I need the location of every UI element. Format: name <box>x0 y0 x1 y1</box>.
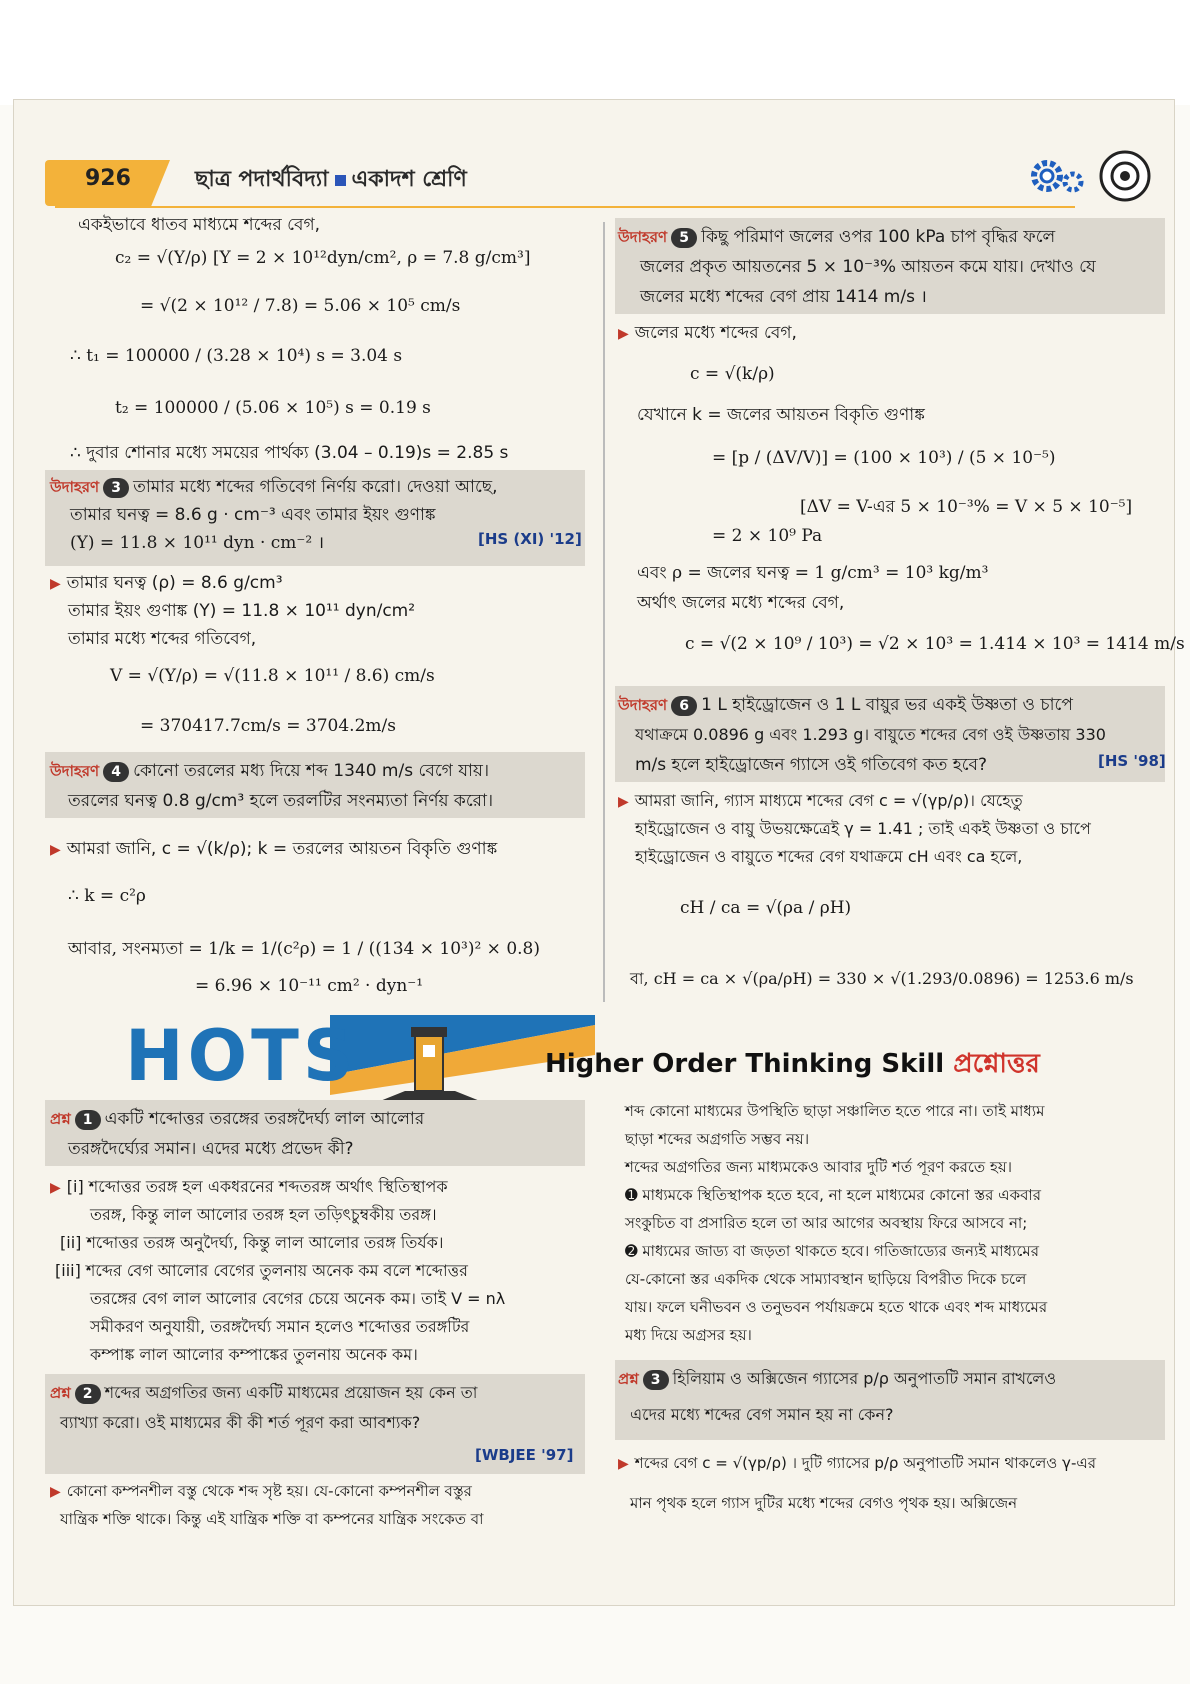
question-1-header <box>50 1106 424 1134</box>
example-5-answer-2: c = √(k/ρ) <box>690 364 775 384</box>
question-1-number: 1 <box>75 1110 101 1130</box>
example-5-q1: কিছু পরিমাণ জলের ওপর 100 kPa চাপ বৃদ্ধির ফলে <box>701 227 1056 247</box>
question-2-tag: প্রশ্ন <box>50 1384 71 1402</box>
example-6-number: 6 <box>671 696 697 716</box>
q2-cont-line-9: মধ্য দিয়ে অগ্রসর হয়। <box>625 1326 752 1344</box>
example-4-answer-1 <box>50 836 497 864</box>
q2-cont-line-2: ছাড়া শব্দের অগ্রগতি সম্ভব নয়। <box>625 1130 810 1148</box>
book-title-text: ছাত্র পদার্থবিদ্যা <box>195 167 329 192</box>
q2-cont-line-8: যায়। ফলে ঘনীভবন ও তনুভবন পর্যায়ক্রমে হতে থাকে এবং শব্দ মাধ্যমের <box>625 1298 1048 1316</box>
example-3-a1-text: তামার ঘনত্ব (ρ) = 8.6 g/cm³ <box>66 573 283 593</box>
question-2-answer-1 <box>50 1480 472 1505</box>
answer-arrow-icon: ▶ <box>50 1484 61 1500</box>
question-2-ref: [WBJEE '97] <box>475 1446 574 1464</box>
example-3-q3: (Y) = 11.8 × 10¹¹ dyn · cm⁻² । <box>70 533 325 553</box>
question-1-answer-5: তরঙ্গের বেগ লাল আলোর বেগের চেয়ে অনেক কম। তাই V = nλ <box>90 1289 506 1308</box>
time-difference: ∴ দুবার শোনার মধ্যে সময়ের পার্থক্য (3.04 – 0.19)s = 2.85 s <box>70 443 509 463</box>
question-1-line2: তরঙ্গদৈর্ঘ্যের সমান। এদের মধ্যে প্রভেদ কী? <box>68 1139 354 1159</box>
question-1-answer-1 <box>50 1174 448 1201</box>
answer-arrow-icon: ▶ <box>50 842 61 858</box>
question-2-a1-text: কোনো কম্পনশীল বস্তু থেকে শব্দ সৃষ্ট হয়। যে-কোনো কম্পনশীল বস্তুর <box>66 1482 472 1500</box>
q2-cont-line-4: ➊ মাধ্যমকে স্থিতিস্থাপক হতে হবে, না হলে মাধ্যমের কোনো স্তর একবার <box>625 1186 1042 1204</box>
question-2-line2: ব্যাখ্যা করো। ওই মাধ্যমের কী কী শর্ত পূরণ করা আবশ্যক? <box>60 1413 421 1432</box>
question-1-answer-7: কম্পাঙ্ক লাল আলোর কম্পাঙ্কের তুলনায় অনেক কম। <box>90 1345 418 1364</box>
answer-arrow-icon: ▶ <box>50 1180 61 1196</box>
example-6-tag: উদাহরণ <box>618 696 668 714</box>
question-3-a1-text: শব্দের বেগ c = √(γp/ρ) । দুটি গ্যাসের p/ρ অনুপাতটি সমান থাকলেও γ-এর <box>634 1454 1097 1472</box>
question-3-line1: হিলিয়াম ও অক্সিজেন গ্যাসের p/ρ অনুপাতটি সমান রাখলেও <box>672 1369 1057 1388</box>
example-4-answer-4: = 6.96 × 10⁻¹¹ cm² · dyn⁻¹ <box>195 976 424 996</box>
answer-arrow-icon: ▶ <box>618 1456 629 1472</box>
example-6-answer-3: হাইড্রোজেন ও বায়ুতে শব্দের বেগ যথাক্রমে cH এবং ca হলে, <box>635 847 1023 866</box>
example-5-answer-3: যেখানে k = জলের আয়তন বিকৃতি গুণাঙ্ক <box>637 405 925 425</box>
question-1-answer-2: তরঙ্গ, কিন্তু লাল আলোর তরঙ্গ হল তড়িৎচুম্বকীয় তরঙ্গ। <box>90 1205 437 1224</box>
example-5-q3: জলের মধ্যে শব্দের বেগ প্রায় 1414 m/s । <box>640 287 927 307</box>
example-5-a1-text: জলের মধ্যে শব্দের বেগ, <box>634 323 797 343</box>
question-2-header <box>50 1380 477 1407</box>
q2-cont-line-3: শব্দের অগ্রগতির জন্য মাধ্যমকেও আবার দুটি শর্ত পূরণ করতে হয়। <box>625 1158 1013 1176</box>
example-5-answer-4: = [p / (ΔV/V)] = (100 × 10³) / (5 × 10⁻⁵) <box>712 448 1056 468</box>
answer-arrow-icon: ▶ <box>618 794 629 810</box>
answer-arrow-icon: ▶ <box>618 326 629 342</box>
example-4-header <box>50 758 489 786</box>
example-3-answer-5: = 370417.7cm/s = 3704.2m/s <box>140 716 396 736</box>
hots-subtitle-en: Higher Order Thinking Skill <box>545 1049 945 1079</box>
example-5-answer-6: = 2 × 10⁹ Pa <box>712 526 823 546</box>
page-number: 926 <box>85 166 131 191</box>
q2-cont-line-6: ➋ মাধ্যমের জাড্য বা জড়তা থাকতে হবে। গতিজাড্যের জন্যই মাধ্যমের <box>625 1242 1039 1260</box>
example-3-number: 3 <box>103 478 129 498</box>
example-3-q1: তামার মধ্যে শব্দের গতিবেগ নির্ণয় করো। দেওয়া আছে, <box>133 477 498 497</box>
example-3-answer-2: তামার ইয়ং গুণাঙ্ক (Y) = 11.8 × 10¹¹ dyn/cm² <box>68 601 416 621</box>
separator-square-icon <box>335 175 346 186</box>
c2-calculation: = √(2 × 10¹² / 7.8) = 5.06 × 10⁵ cm/s <box>140 296 461 316</box>
example-5-answer-1 <box>618 320 797 348</box>
t2-equation: t₂ = 100000 / (5.06 × 10⁵) s = 0.19 s <box>115 398 431 418</box>
example-6-answer-1 <box>618 788 1023 815</box>
example-3-ref: [HS (XI) '12] <box>478 530 582 548</box>
example-4-q2: তরলের ঘনত্ব 0.8 g/cm³ হলে তরলটির সংনম্যতা নির্ণয় করো। <box>68 791 494 811</box>
question-2-number: 2 <box>75 1384 101 1404</box>
example-3-answer-1 <box>50 570 283 598</box>
q2-cont-line-5: সংকুচিত বা প্রসারিত হলে তা আর আগের অবস্থায় ফিরে আসবে না; <box>625 1214 1028 1232</box>
example-6-ref: [HS '98] <box>1098 752 1166 770</box>
example-4-answer-2: ∴ k = c²ρ <box>68 886 146 906</box>
question-1-answer-4: [iii] শব্দের বেগ আলোর বেগের তুলনায় অনেক কম বলে শব্দোত্তর <box>55 1261 468 1280</box>
book-title <box>195 162 467 199</box>
header-rule <box>55 206 1075 208</box>
class-label: একাদশ শ্রেণি <box>351 167 467 192</box>
hots-subtitle-bn: প্রশ্নোত্তর <box>953 1049 1040 1079</box>
question-1-answer-6: সমীকরণ অনুযায়ী, তরঙ্গদৈর্ঘ্য সমান হলেও শব্দোত্তর তরঙ্গটির <box>90 1317 470 1336</box>
example-5-header <box>618 224 1055 252</box>
example-5-number: 5 <box>671 228 697 248</box>
example-4-number: 4 <box>103 762 129 782</box>
question-1-answer-3: [ii] শব্দোত্তর তরঙ্গ অনুদৈর্ঘ্য, কিন্তু লাল আলোর তরঙ্গ তির্যক। <box>60 1233 444 1252</box>
top-background <box>0 0 1190 105</box>
example-4-answer-3: আবার, সংনম্যতা = 1/k = 1/(c²ρ) = 1 / ((134 × 10³)² × 0.8) <box>68 939 540 959</box>
column-divider <box>603 222 605 1002</box>
question-2-line1: শব্দের অগ্রগতির জন্য একটি মাধ্যমের প্রয়োজন হয় কেন তা <box>104 1383 478 1402</box>
question-3-tag: প্রশ্ন <box>618 1370 639 1388</box>
example-3-tag: উদাহরণ <box>50 478 100 496</box>
answer-arrow-icon: ▶ <box>50 576 61 592</box>
example-3-answer-3: তামার মধ্যে শব্দের গতিবেগ, <box>68 629 257 649</box>
left-intro: একইভাবে ধাতব মাধ্যমে শব্দের বেগ, <box>78 215 321 235</box>
example-6-a1-text: আমরা জানি, গ্যাস মাধ্যমে শব্দের বেগ c = √(γp/ρ)। যেহেতু <box>634 791 1023 810</box>
example-5-q2: জলের প্রকৃত আয়তনের 5 × 10⁻³% আয়তন কমে যায়। দেখাও যে <box>640 257 1096 277</box>
example-6-answer-5: বা, cH = ca × √(ρa/ρH) = 330 × √(1.293/0.0896) = 1253.6 m/s <box>630 969 1134 988</box>
example-5-tag: উদাহরণ <box>618 228 668 246</box>
example-6-answer-2: হাইড্রোজেন ও বায়ু উভয়ক্ষেত্রেই γ = 1.41 ; তাই একই উষ্ণতা ও চাপে <box>635 819 1091 838</box>
question-3-answer-1 <box>618 1452 1096 1477</box>
example-3-answer-4: V = √(Y/ρ) = √(11.8 × 10¹¹ / 8.6) cm/s <box>110 666 435 686</box>
example-6-q2: যথাক্রমে 0.0896 g এবং 1.293 g। বায়ুতে শব্দের বেগ ওই উষ্ণতায় 330 <box>635 725 1106 744</box>
t1-equation: ∴ t₁ = 100000 / (3.28 × 10⁴) s = 3.04 s <box>70 346 403 366</box>
question-3-answer-2: মান পৃথক হলে গ্যাস দুটির মধ্যে শব্দের বেগও পৃথক হয়। অক্সিজেন <box>630 1494 1018 1512</box>
example-6-header <box>618 692 1073 720</box>
example-5-answer-9: c = √(2 × 10⁹ / 10³) = √2 × 10³ = 1.414 × 10³ = 1414 m/s <box>685 634 1185 654</box>
q2-cont-line-7: যে-কোনো স্তর একদিক থেকে সাম্যাবস্থান ছাড়িয়ে বিপরীত দিকে চলে <box>625 1270 1027 1288</box>
example-5-answer-7: এবং ρ = জলের ঘনত্ব = 1 g/cm³ = 10³ kg/m³ <box>637 563 989 583</box>
question-3-line2: এদের মধ্যে শব্দের বেগ সমান হয় না কেন? <box>630 1405 894 1424</box>
example-6-q1: 1 L হাইড্রোজেন ও 1 L বায়ুর ভর একই উষ্ণতা ও চাপে <box>701 695 1073 715</box>
example-6-answer-4: cH / ca = √(ρa / ρH) <box>680 898 852 918</box>
example-4-q1: কোনো তরলের মধ্য দিয়ে শব্দ 1340 m/s বেগে যায়। <box>133 761 490 781</box>
question-1-a1-text: [i] শব্দোত্তর তরঙ্গ হল একধরনের শব্দতরঙ্গ অর্থাৎ স্থিতিস্থাপক <box>66 1177 448 1196</box>
question-1-line1: একটি শব্দোত্তর তরঙ্গের তরঙ্গদৈর্ঘ্য লাল আলোর <box>104 1109 425 1129</box>
c2-equation: c₂ = √(Y/ρ) [Y = 2 × 10¹²dyn/cm², ρ = 7.8 g/cm³] <box>115 248 531 268</box>
question-3-number: 3 <box>643 1370 669 1390</box>
gear-head-icon <box>1025 146 1155 206</box>
example-5-answer-8: অর্থাৎ জলের মধ্যে শব্দের বেগ, <box>637 593 845 613</box>
example-3-q2: তামার ঘনত্ব = 8.6 g · cm⁻³ এবং তামার ইয়ং গুণাঙ্ক <box>70 505 436 525</box>
question-3-header <box>618 1366 1056 1393</box>
example-4-a1-text: আমরা জানি, c = √(k/ρ); k = তরলের আয়তন বিকৃতি গুণাঙ্ক <box>66 839 498 859</box>
example-4-tag: উদাহরণ <box>50 762 100 780</box>
example-6-q3: m/s হলে হাইড্রোজেন গ্যাসে ওই গতিবেগ কত হবে? <box>635 755 988 775</box>
question-2-answer-2: যান্ত্রিক শক্তি থাকে। কিন্তু এই যান্ত্রিক শক্তি বা কম্পনের যান্ত্রিক সংকেত বা <box>60 1510 484 1528</box>
q2-cont-line-1: শব্দ কোনো মাধ্যমের উপস্থিতি ছাড়া সঞ্চালিত হতে পারে না। তাই মাধ্যম <box>625 1102 1045 1120</box>
hots-logo: HOTS <box>125 1015 358 1097</box>
example-3-header <box>50 474 498 502</box>
example-5-answer-5: [ΔV = V-এর 5 × 10⁻³% = V × 5 × 10⁻⁵] <box>800 497 1133 517</box>
question-1-tag: প্রশ্ন <box>50 1110 71 1128</box>
hots-subtitle <box>545 1043 1040 1087</box>
